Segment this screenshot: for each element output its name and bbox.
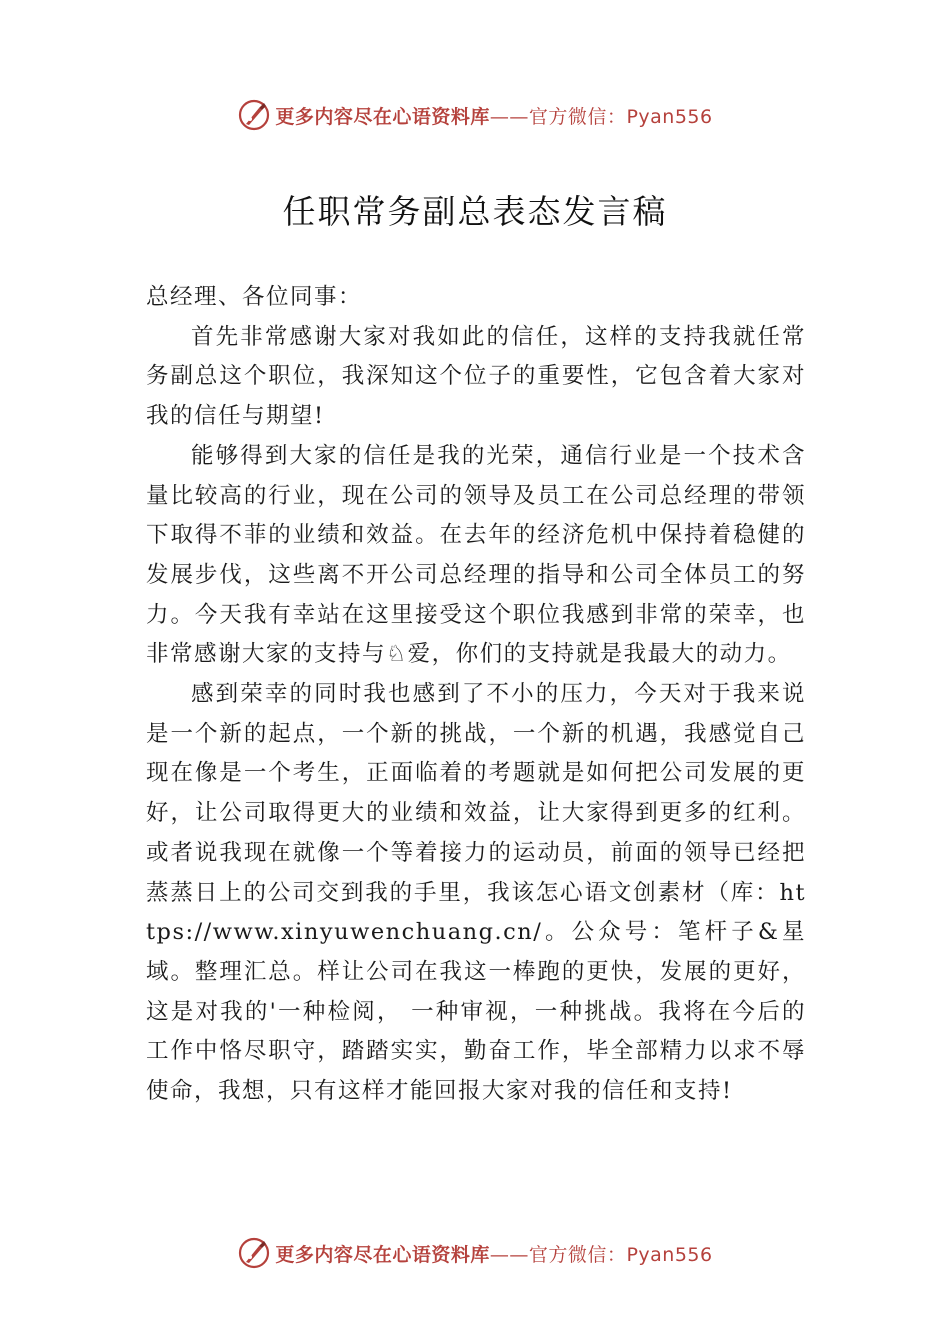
banner-dash: ——: [489, 1243, 529, 1266]
banner-text: [275, 102, 712, 129]
banner-label: 官方微信：: [528, 105, 627, 128]
paragraph-2: 能够得到大家的信任是我的光荣，通信行业是一个技术含量比较高的行业，现在公司的领导及员工在公司总经理的带领下取得不菲的业绩和效益。在去年的经济危机中保持着稳健的发展步伐，这些离不开公司总经理的指导和公司全体员工的努力。今天我有幸站在这里接受这个职位我感到非常的荣幸，也非常感谢大家的支持与♘爱，你们的支持就是我最大的动力。: [146, 442, 806, 668]
banner-label: 官方微信：: [528, 1243, 627, 1266]
banner-dash: ——: [489, 105, 529, 128]
paragraph-1: 首先非常感谢大家对我如此的信任，这样的支持我就任常务副总这个职位，我深知这个位子的重要性，它包含着大家对我的信任与期望!: [146, 323, 806, 430]
banner-account: Pyan556: [626, 1243, 713, 1266]
quill-pen-seal-icon: [237, 1236, 271, 1270]
header-banner: [0, 95, 950, 135]
banner-brand: 更多内容尽在心语资料库: [275, 1243, 490, 1266]
paragraph-3: 感到荣幸的同时我也感到了不小的压力，今天对于我来说是一个新的起点，一个新的挑战，一个新的机遇，我感觉自己现在像是一个考生，正面临着的考题就是如何把公司发展的更好，让公司取得更大的业绩和效益，让大家得到更多的红利。或者说我现在就像一个等着接力的运动员，前面的领导已经把蒸蒸日上的公司交到我的手里，我该怎心语文创素材（库：https://www.xinyuwenchuang.cn/。公众号：笔杆子&星域。整理汇总。样让公司在我这一棒跑的更快，发展的更好，这是对我的'一种检阅， 一种审视，一种挑战。我将在今后的工作中恪尽职守，踏踏实实，勤奋工作，毕全部精力以求不辱使命，我想，只有这样才能回报大家对我的信任和支持!: [146, 681, 806, 1105]
banner-account: Pyan556: [626, 105, 713, 128]
quill-pen-seal-icon: [237, 98, 271, 132]
banner-text: [275, 1240, 712, 1267]
document-title: 任职常务副总表态发言稿: [282, 192, 668, 231]
banner-brand: 更多内容尽在心语资料库: [275, 105, 490, 128]
footer-banner: [0, 1233, 950, 1273]
salutation: 总经理、各位同事：: [146, 284, 363, 310]
document-body: [146, 278, 806, 1112]
